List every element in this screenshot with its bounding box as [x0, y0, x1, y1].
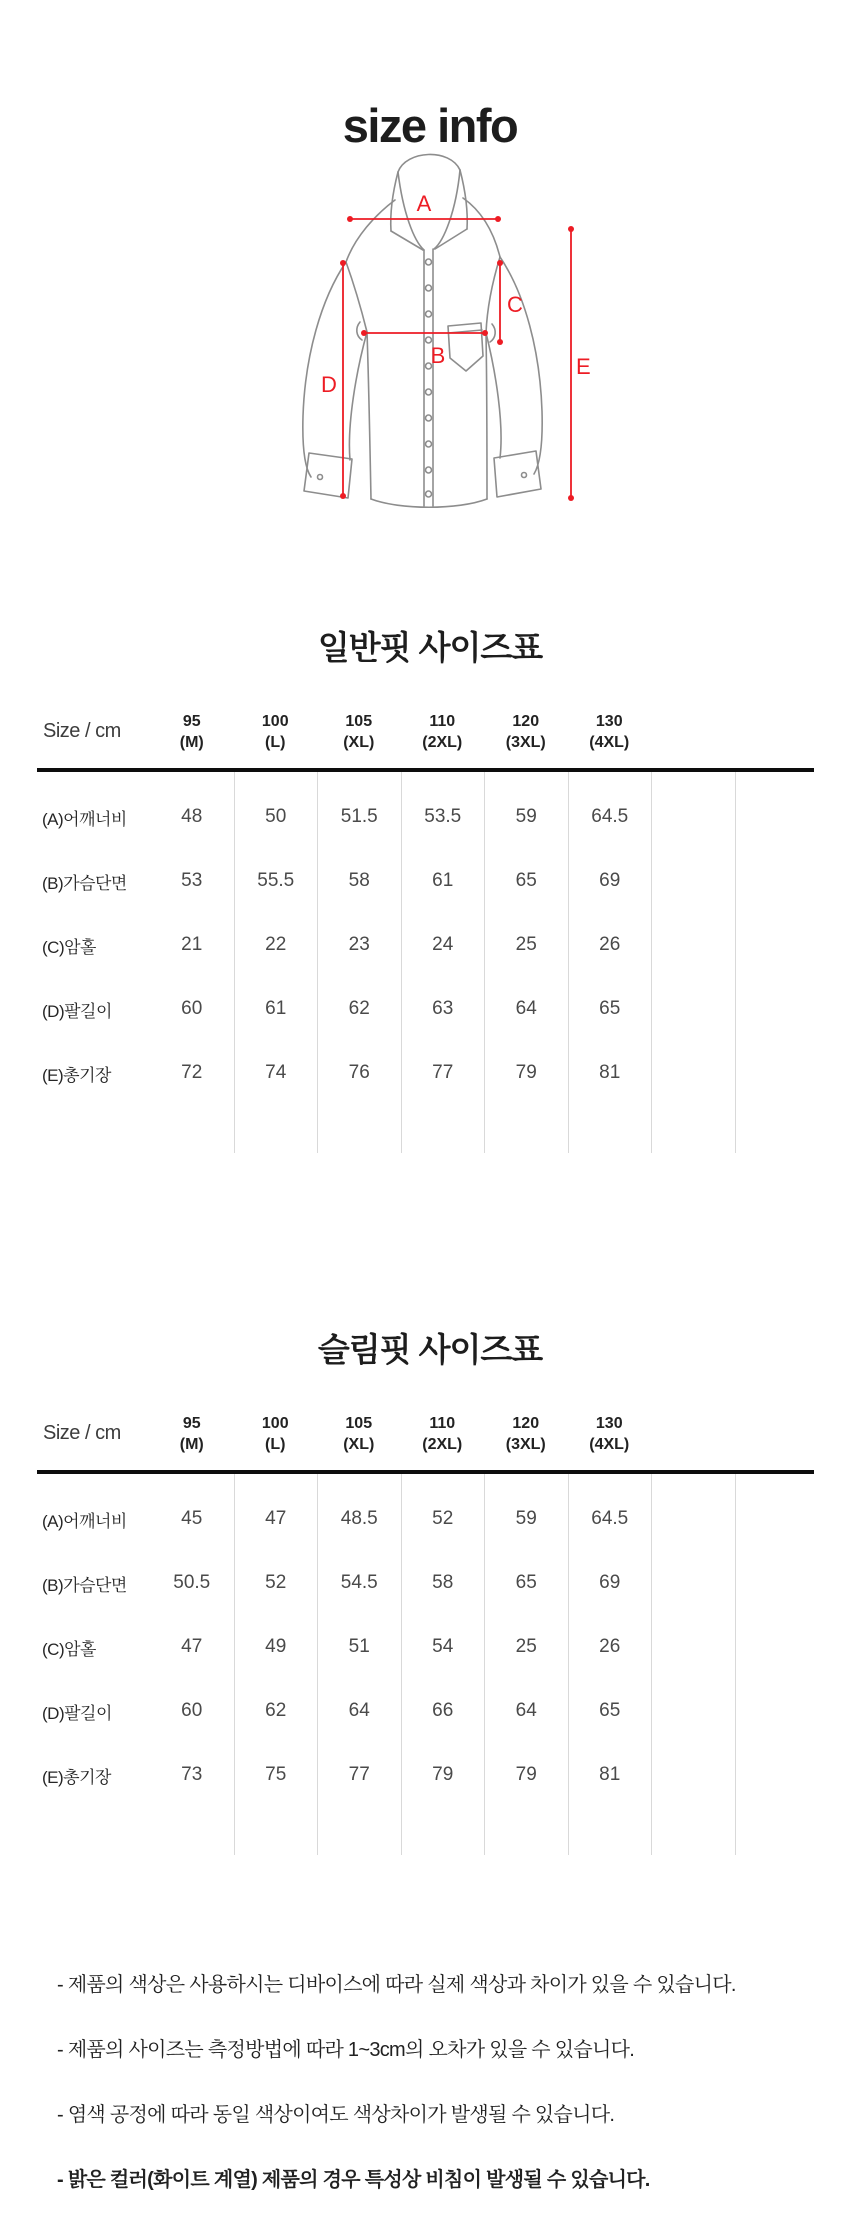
empty-cell [735, 1105, 812, 1153]
table-filler-row [37, 772, 814, 785]
size-value-cell: 64 [317, 1679, 401, 1743]
empty-cell [735, 1487, 812, 1551]
measure-label-a: A [416, 191, 432, 216]
empty-cell [568, 1105, 652, 1153]
table-unit-label: Size / cm [43, 1422, 121, 1444]
empty-cell [735, 1679, 812, 1743]
row-label: (A)어깨너비 [42, 809, 127, 829]
empty-cell [735, 1615, 812, 1679]
empty-cell [735, 1743, 812, 1807]
empty-cell [401, 1474, 485, 1487]
column-header [568, 695, 652, 768]
disclaimer-notes [57, 1972, 817, 2232]
size-value-cell: 62 [234, 1679, 318, 1743]
empty-cell [651, 1551, 735, 1615]
empty-cell [735, 1041, 812, 1105]
empty-cell [484, 772, 568, 785]
empty-cell [150, 1105, 234, 1153]
empty-cell [735, 1551, 812, 1615]
empty-cell [735, 785, 812, 849]
empty-cell [484, 1105, 568, 1153]
column-size-number: 100 [261, 1414, 289, 1432]
size-value-cell: 25 [484, 913, 568, 977]
size-value-cell: 62 [317, 977, 401, 1041]
size-value-cell: 52 [401, 1487, 485, 1551]
size-value-cell: 65 [484, 1551, 568, 1615]
empty-cell [234, 1105, 318, 1153]
measure-label-e: E [576, 354, 591, 379]
size-value-cell: 55.5 [234, 849, 318, 913]
size-value-cell: 73 [181, 1764, 203, 1785]
table-row [37, 1487, 814, 1551]
column-header-empty [735, 1397, 812, 1470]
size-value-cell: 58 [317, 849, 401, 913]
size-value-cell: 49 [234, 1615, 318, 1679]
empty-cell [651, 785, 735, 849]
empty-cell [568, 1807, 652, 1855]
table-row [37, 1041, 814, 1105]
row-label: (E)총기장 [42, 1065, 111, 1085]
empty-cell [735, 1807, 812, 1855]
size-value-cell: 76 [317, 1041, 401, 1105]
size-value-cell: 59 [484, 785, 568, 849]
empty-cell [651, 1487, 735, 1551]
size-value-cell: 69 [568, 1551, 652, 1615]
table-row [37, 977, 814, 1041]
empty-cell [651, 1743, 735, 1807]
size-value-cell: 21 [181, 934, 203, 955]
column-header [234, 695, 318, 768]
size-value-cell: 47 [234, 1487, 318, 1551]
column-size-number: 110 [429, 1414, 456, 1432]
column-size-number: 120 [512, 1414, 540, 1432]
empty-cell [150, 1807, 234, 1855]
size-value-cell: 64.5 [568, 785, 652, 849]
empty-cell [651, 1474, 735, 1487]
slim-fit-size-table [37, 1397, 814, 1855]
column-size-alpha: (4XL) [589, 1435, 630, 1453]
table-row [37, 1743, 814, 1807]
size-value-cell: 72 [181, 1062, 203, 1083]
size-value-cell: 65 [484, 849, 568, 913]
size-value-cell: 81 [568, 1743, 652, 1807]
empty-cell [651, 1807, 735, 1855]
size-value-cell: 53.5 [401, 785, 485, 849]
column-header [234, 1397, 318, 1470]
size-value-cell: 50 [234, 785, 318, 849]
row-label: (D)팔길이 [42, 1703, 112, 1723]
column-header [317, 1397, 401, 1470]
empty-cell [150, 772, 234, 785]
column-size-number: 105 [345, 1414, 373, 1432]
size-value-cell: 26 [568, 913, 652, 977]
size-value-cell: 81 [568, 1041, 652, 1105]
table-unit-label: Size / cm [43, 720, 121, 742]
row-label: (A)어깨너비 [42, 1511, 127, 1531]
measure-label-b: B [430, 343, 446, 368]
table-header-row [37, 695, 814, 768]
table-header-row [37, 1397, 814, 1470]
empty-cell [317, 772, 401, 785]
size-value-cell: 52 [234, 1551, 318, 1615]
empty-cell [317, 1807, 401, 1855]
empty-cell [651, 1105, 735, 1153]
size-value-cell: 61 [401, 849, 485, 913]
size-value-cell: 26 [568, 1615, 652, 1679]
empty-cell [401, 1105, 485, 1153]
shirt-buttons [426, 259, 432, 497]
empty-cell [651, 1615, 735, 1679]
regular-fit-size-table [37, 695, 814, 1153]
row-label: (C)암홀 [42, 1639, 96, 1659]
size-value-cell: 48 [181, 806, 203, 827]
column-header [401, 1397, 485, 1470]
row-label: (C)암홀 [42, 937, 96, 957]
column-size-alpha: (2XL) [422, 1435, 463, 1453]
table-filler-row [37, 1105, 814, 1153]
empty-cell [735, 772, 812, 785]
column-size-alpha: (4XL) [589, 733, 630, 751]
note-line: - 제품의 사이즈는 측정방법에 따라 1~3cm의 오차가 있을 수 있습니다. [57, 2039, 635, 2061]
size-value-cell: 64 [484, 977, 568, 1041]
empty-cell [735, 977, 812, 1041]
size-value-cell: 66 [401, 1679, 485, 1743]
column-size-alpha: (L) [265, 733, 286, 751]
size-value-cell: 79 [484, 1743, 568, 1807]
size-value-cell: 77 [401, 1041, 485, 1105]
table-row [37, 849, 814, 913]
measurement-overlay [321, 191, 591, 501]
size-value-cell: 51.5 [317, 785, 401, 849]
column-header-empty [651, 1397, 735, 1470]
empty-cell [568, 772, 652, 785]
size-value-cell: 77 [317, 1743, 401, 1807]
column-header-empty [735, 695, 812, 768]
empty-cell [651, 772, 735, 785]
column-size-alpha: (M) [179, 1435, 204, 1453]
table-row [37, 1679, 814, 1743]
empty-cell [401, 772, 485, 785]
table-row [37, 1551, 814, 1615]
table-filler-row [37, 1807, 814, 1855]
size-value-cell: 54.5 [317, 1551, 401, 1615]
filler-cell [37, 1105, 150, 1153]
column-size-number: 95 [182, 1414, 201, 1432]
empty-cell [651, 849, 735, 913]
note-line-emphasis: - 밝은 컬러(화이트 계열) 제품의 경우 특성상 비침이 발생될 수 있습니다. [57, 2169, 650, 2191]
size-value-cell: 64 [484, 1679, 568, 1743]
size-value-cell: 54 [401, 1615, 485, 1679]
column-size-number: 100 [261, 712, 289, 730]
size-value-cell: 79 [401, 1743, 485, 1807]
column-header [150, 695, 234, 768]
filler-cell [37, 1474, 150, 1487]
column-size-number: 130 [595, 1414, 623, 1432]
empty-cell [651, 1679, 735, 1743]
column-size-number: 120 [512, 712, 540, 730]
size-value-cell: 51 [317, 1615, 401, 1679]
column-size-number: 130 [595, 712, 623, 730]
column-header [568, 1397, 652, 1470]
empty-cell [484, 1474, 568, 1487]
column-header [484, 695, 568, 768]
empty-cell [234, 1807, 318, 1855]
size-value-cell: 64.5 [568, 1487, 652, 1551]
size-value-cell: 75 [234, 1743, 318, 1807]
column-size-number: 110 [429, 712, 456, 730]
table-row [37, 1615, 814, 1679]
size-value-cell: 65 [568, 977, 652, 1041]
empty-cell [317, 1105, 401, 1153]
size-value-cell: 59 [484, 1487, 568, 1551]
size-value-cell: 47 [181, 1636, 203, 1657]
empty-cell [735, 849, 812, 913]
filler-cell [37, 1807, 150, 1855]
shirt-measurement-diagram [200, 140, 620, 520]
column-size-alpha: (3XL) [505, 1435, 546, 1453]
slim-fit-table-title: 슬림핏 사이즈표 [317, 1331, 543, 1368]
size-value-cell: 48.5 [317, 1487, 401, 1551]
size-value-cell: 60 [181, 998, 203, 1019]
empty-cell [234, 772, 318, 785]
empty-cell [735, 1474, 812, 1487]
empty-cell [317, 1474, 401, 1487]
page-title: size info [342, 99, 518, 152]
measure-label-d: D [321, 372, 337, 397]
column-size-number: 105 [345, 712, 373, 730]
measure-label-c: C [507, 292, 523, 317]
empty-cell [651, 913, 735, 977]
size-value-cell: 65 [568, 1679, 652, 1743]
row-label: (B)가슴단면 [42, 873, 127, 893]
size-value-cell: 79 [484, 1041, 568, 1105]
size-value-cell: 63 [401, 977, 485, 1041]
filler-cell [37, 772, 150, 785]
size-value-cell: 24 [401, 913, 485, 977]
column-header [484, 1397, 568, 1470]
row-label: (E)총기장 [42, 1767, 111, 1787]
column-size-number: 95 [182, 712, 201, 730]
empty-cell [651, 977, 735, 1041]
note-line: - 염색 공정에 따라 동일 색상이여도 색상차이가 발생될 수 있습니다. [57, 2104, 615, 2126]
row-label: (D)팔길이 [42, 1001, 112, 1021]
empty-cell [568, 1474, 652, 1487]
empty-cell [651, 1041, 735, 1105]
size-value-cell: 58 [401, 1551, 485, 1615]
size-value-cell: 69 [568, 849, 652, 913]
empty-cell [484, 1807, 568, 1855]
column-size-alpha: (XL) [343, 733, 375, 751]
column-size-alpha: (L) [265, 1435, 286, 1453]
empty-cell [401, 1807, 485, 1855]
empty-cell [150, 1474, 234, 1487]
size-value-cell: 74 [234, 1041, 318, 1105]
column-size-alpha: (M) [179, 733, 204, 751]
column-header [317, 695, 401, 768]
column-header [401, 695, 485, 768]
empty-cell [234, 1474, 318, 1487]
note-line: - 제품의 색상은 사용하시는 디바이스에 따라 실제 색상과 차이가 있을 수 있습니다. [57, 1974, 736, 1996]
column-header [150, 1397, 234, 1470]
size-value-cell: 50.5 [173, 1572, 211, 1593]
column-header-empty [651, 695, 735, 768]
size-value-cell: 25 [484, 1615, 568, 1679]
table-row [37, 785, 814, 849]
row-label: (B)가슴단면 [42, 1575, 127, 1595]
column-size-alpha: (3XL) [505, 733, 546, 751]
regular-fit-table-title: 일반핏 사이즈표 [317, 629, 543, 666]
column-size-alpha: (XL) [343, 1435, 375, 1453]
size-value-cell: 23 [317, 913, 401, 977]
column-size-alpha: (2XL) [422, 733, 463, 751]
size-value-cell: 22 [234, 913, 318, 977]
size-value-cell: 53 [181, 870, 203, 891]
table-filler-row [37, 1474, 814, 1487]
size-value-cell: 45 [181, 1508, 203, 1529]
empty-cell [735, 913, 812, 977]
table-row [37, 913, 814, 977]
size-value-cell: 60 [181, 1700, 203, 1721]
size-value-cell: 61 [234, 977, 318, 1041]
